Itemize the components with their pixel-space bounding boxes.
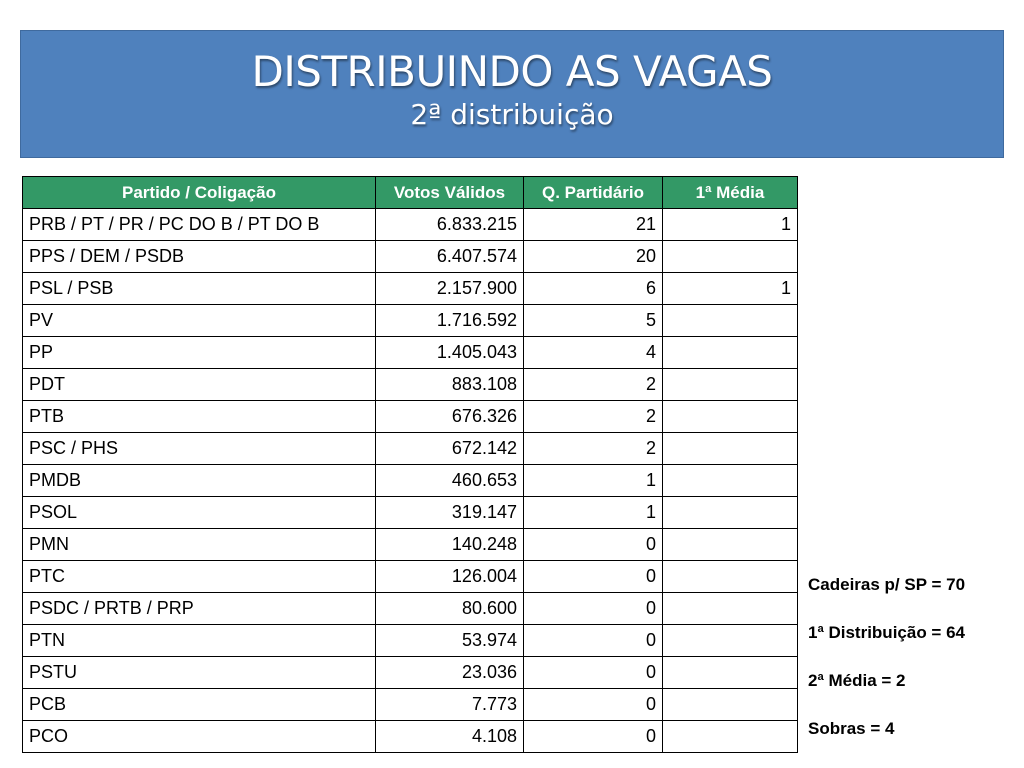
first-average-cell [663, 625, 798, 657]
valid-votes-cell: 53.974 [376, 625, 524, 657]
party-cell: PSC / PHS [23, 433, 376, 465]
note-remainders: Sobras = 4 [808, 719, 895, 738]
table-row [23, 209, 798, 241]
valid-votes-cell: 676.326 [376, 401, 524, 433]
table-row [23, 593, 798, 625]
table-row [23, 369, 798, 401]
party-quotient-cell: 0 [524, 561, 663, 593]
valid-votes-cell: 460.653 [376, 465, 524, 497]
valid-votes-cell: 4.108 [376, 721, 524, 753]
column-header-party-quotient: Q. Partidário [524, 177, 663, 209]
valid-votes-cell: 883.108 [376, 369, 524, 401]
party-cell: PDT [23, 369, 376, 401]
first-average-cell [663, 337, 798, 369]
party-cell: PP [23, 337, 376, 369]
party-quotient-cell: 1 [524, 497, 663, 529]
first-average-cell: 1 [663, 273, 798, 305]
party-quotient-cell: 5 [524, 305, 663, 337]
column-header-valid-votes: Votos Válidos [376, 177, 524, 209]
party-cell: PSOL [23, 497, 376, 529]
table-row [23, 529, 798, 561]
party-quotient-cell: 2 [524, 433, 663, 465]
valid-votes-cell: 7.773 [376, 689, 524, 721]
table-header-row [23, 177, 798, 209]
first-average-cell [663, 497, 798, 529]
votes-table [22, 176, 798, 753]
party-quotient-cell: 2 [524, 369, 663, 401]
party-cell: PSTU [23, 657, 376, 689]
table-row [23, 401, 798, 433]
table-row [23, 561, 798, 593]
party-cell: PSDC / PRTB / PRP [23, 593, 376, 625]
party-cell: PRB / PT / PR / PC DO B / PT DO B [23, 209, 376, 241]
first-average-cell [663, 721, 798, 753]
party-quotient-cell: 0 [524, 593, 663, 625]
column-header-party: Partido / Coligação [23, 177, 376, 209]
first-average-cell [663, 529, 798, 561]
note-second-average: 2ª Média = 2 [808, 671, 906, 690]
first-average-cell [663, 689, 798, 721]
table-row [23, 497, 798, 529]
side-notes [808, 574, 965, 766]
note-first-distribution: 1ª Distribuição = 64 [808, 623, 965, 642]
party-quotient-cell: 0 [524, 529, 663, 561]
table-body [23, 209, 798, 753]
party-quotient-cell: 4 [524, 337, 663, 369]
party-quotient-cell: 0 [524, 625, 663, 657]
first-average-cell [663, 593, 798, 625]
note-seats-sp: Cadeiras p/ SP = 70 [808, 575, 966, 594]
first-average-cell: 1 [663, 209, 798, 241]
first-average-cell [663, 561, 798, 593]
party-quotient-cell: 0 [524, 657, 663, 689]
party-cell: PTB [23, 401, 376, 433]
table-row [23, 337, 798, 369]
table-row [23, 273, 798, 305]
first-average-cell [663, 433, 798, 465]
first-average-cell [663, 241, 798, 273]
title-banner [20, 30, 1004, 158]
party-quotient-cell: 1 [524, 465, 663, 497]
first-average-cell [663, 657, 798, 689]
table-row [23, 241, 798, 273]
valid-votes-cell: 80.600 [376, 593, 524, 625]
party-cell: PCO [23, 721, 376, 753]
party-quotient-cell: 2 [524, 401, 663, 433]
first-average-cell [663, 465, 798, 497]
party-quotient-cell: 0 [524, 721, 663, 753]
party-quotient-cell: 0 [524, 689, 663, 721]
page-title: DISTRIBUINDO AS VAGAS [251, 47, 773, 96]
party-cell: PMN [23, 529, 376, 561]
column-header-first-average: 1ª Média [663, 177, 798, 209]
party-quotient-cell: 20 [524, 241, 663, 273]
first-average-cell [663, 369, 798, 401]
party-cell: PSL / PSB [23, 273, 376, 305]
table-row [23, 689, 798, 721]
table-row [23, 433, 798, 465]
valid-votes-cell: 140.248 [376, 529, 524, 561]
party-cell: PPS / DEM / PSDB [23, 241, 376, 273]
table-row [23, 465, 798, 497]
page-subtitle: 2ª distribuição [410, 98, 614, 131]
valid-votes-cell: 1.405.043 [376, 337, 524, 369]
valid-votes-cell: 319.147 [376, 497, 524, 529]
party-cell: PTN [23, 625, 376, 657]
table-row [23, 721, 798, 753]
party-quotient-cell: 6 [524, 273, 663, 305]
valid-votes-cell: 1.716.592 [376, 305, 524, 337]
first-average-cell [663, 401, 798, 433]
valid-votes-cell: 126.004 [376, 561, 524, 593]
party-cell: PMDB [23, 465, 376, 497]
valid-votes-cell: 6.833.215 [376, 209, 524, 241]
valid-votes-cell: 2.157.900 [376, 273, 524, 305]
party-cell: PTC [23, 561, 376, 593]
party-quotient-cell: 21 [524, 209, 663, 241]
valid-votes-cell: 23.036 [376, 657, 524, 689]
valid-votes-cell: 672.142 [376, 433, 524, 465]
table-row [23, 657, 798, 689]
table-row [23, 305, 798, 337]
table-row [23, 625, 798, 657]
party-cell: PV [23, 305, 376, 337]
party-cell: PCB [23, 689, 376, 721]
first-average-cell [663, 305, 798, 337]
valid-votes-cell: 6.407.574 [376, 241, 524, 273]
